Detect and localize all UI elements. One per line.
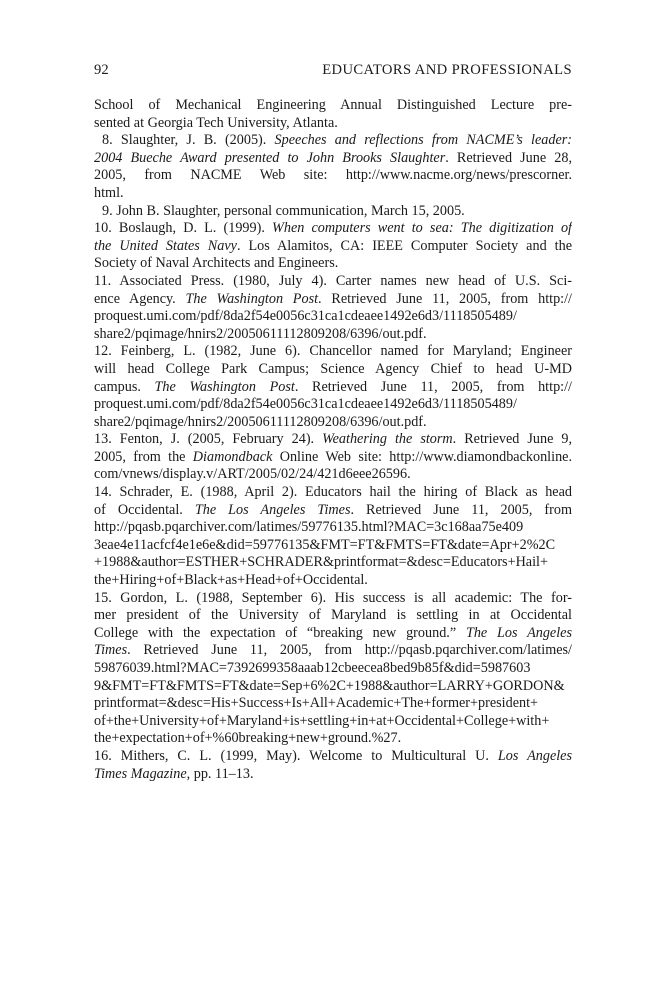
page-header: [94, 62, 572, 82]
italic-segment: The Los Angeles: [465, 624, 572, 641]
text-segment: 3eae4e11acfcf4e1e6e&did=59776135&FMT=FT&FMTS=FT&date=Apr+2%2C: [94, 536, 556, 553]
text-segment: . Retrieved June 9,: [452, 431, 572, 448]
text-line: [94, 97, 572, 115]
text-segment: of+the+University+of+Maryland+is+settling+in+at+Occidental+College+with+: [94, 712, 550, 729]
text-segment: 12. Feinberg, L. (1982, June 6). Chancellor named for Maryland; Engineer: [94, 343, 572, 360]
text-line: [94, 484, 572, 502]
italic-segment: The Washington Post: [185, 290, 319, 307]
text-segment: 14. Schrader, E. (1988, April 2). Educators hail the hiring of Black as head: [94, 484, 572, 501]
page-number: 92: [94, 62, 109, 78]
text-segment: of Occidental.: [94, 501, 195, 518]
text-segment: share2/pqimage/hnirs2/20050611112809208/6396/out.pdf.: [94, 413, 427, 430]
text-segment: share2/pqimage/hnirs2/20050611112809208/6396/out.pdf.: [94, 325, 427, 342]
italic-segment: Diamondback: [192, 448, 273, 465]
text-segment: 2005, from the: [94, 448, 193, 465]
italic-segment: The Washington Post: [154, 378, 295, 395]
text-segment: Online Web site: http://www.diamondbackonline.: [272, 448, 572, 465]
text-segment: will head College Park Campus; Science Agency Chief to head U-MD: [94, 360, 572, 377]
text-line: [94, 466, 572, 484]
text-line: [94, 238, 572, 256]
text-segment: mer president of the University of Maryland is settling in at Occidental: [94, 607, 572, 624]
text-line: [94, 203, 572, 221]
text-segment: , pp. 11–13.: [186, 765, 254, 782]
text-line: [94, 132, 572, 150]
text-segment: campus.: [94, 378, 155, 395]
text-line: [94, 554, 572, 572]
text-segment: +1988&author=ESTHER+SCHRADER&printformat=&desc=Educators+Hail+: [94, 554, 548, 571]
text-line: [94, 695, 572, 713]
text-line: [94, 678, 572, 696]
text-line: [94, 766, 572, 784]
text-line: [94, 115, 572, 133]
text-line: [94, 748, 572, 766]
text-segment: . Retrieved June 11, 2005, from http://: [294, 378, 572, 395]
text-line: [94, 713, 572, 731]
text-segment: the+Hiring+of+Black+as+Head+of+Occidental.: [94, 572, 368, 589]
text-line: [94, 537, 572, 555]
text-segment: proquest.umi.com/pdf/8da2f54e0056c31ca1cdeaee1492e6d3/1118505489/: [94, 396, 517, 413]
text-line: [94, 255, 572, 273]
text-line: [94, 150, 572, 168]
italic-segment: Speeches and reflections from NACME’s leader:: [274, 132, 572, 149]
text-line: [94, 590, 572, 608]
text-segment: ence Agency.: [94, 290, 186, 307]
text-segment: html.: [94, 184, 124, 201]
italic-segment: Los Angeles: [497, 747, 572, 764]
text-line: [94, 414, 572, 432]
italic-segment: the United States Navy: [94, 237, 237, 254]
text-line: [94, 660, 572, 678]
italic-segment: Times: [94, 642, 128, 659]
running-head: EDUCATORS AND PROFESSIONALS: [322, 62, 572, 78]
text-line: [94, 396, 572, 414]
text-line: [94, 361, 572, 379]
text-line: [94, 625, 572, 643]
text-segment: 9. John B. Slaughter, personal communication, March 15, 2005.: [102, 202, 465, 219]
text-line: [94, 326, 572, 344]
text-segment: com/vnews/display.v/ART/2005/02/24/421d6eee26596.: [94, 466, 411, 483]
text-segment: 9&FMT=FT&FMTS=FT&date=Sep+6%2C+1988&author=LARRY+GORDON&: [94, 677, 565, 694]
text-segment: 2005, from NACME Web site: http://www.nacme.org/news/prescorner.: [94, 167, 572, 184]
text-line: [94, 502, 572, 520]
text-line: [94, 431, 572, 449]
text-line: [94, 343, 572, 361]
text-segment: . Los Alamitos, CA: IEEE Computer Society and the: [236, 237, 572, 254]
text-segment: 16. Mithers, C. L. (1999, May). Welcome to Multicultural U.: [94, 747, 498, 764]
text-segment: 13. Fenton, J. (2005, February 24).: [94, 431, 323, 448]
text-segment: . Retrieved June 11, 2005, from http://: [318, 290, 572, 307]
text-line: [94, 449, 572, 467]
italic-segment: Weathering the storm: [322, 431, 453, 448]
text-segment: 15. Gordon, L. (1988, September 6). His success is all academic: The for-: [94, 589, 572, 606]
text-line: [94, 642, 572, 660]
text-line: [94, 291, 572, 309]
text-line: [94, 273, 572, 291]
text-segment: the+expectation+of+%60breaking+new+ground.%27.: [94, 730, 402, 747]
text-segment: Society of Naval Architects and Engineers.: [94, 255, 339, 272]
text-segment: . Retrieved June 11, 2005, from http://pqasb.pqarchiver.com/latimes/: [127, 642, 572, 659]
text-line: [94, 220, 572, 238]
text-line: [94, 730, 572, 748]
text-segment: . Retrieved June 11, 2005, from: [350, 501, 572, 518]
text-line: [94, 308, 572, 326]
text-line: [94, 167, 572, 185]
text-segment: 8. Slaughter, J. B. (2005).: [102, 132, 275, 149]
text-segment: . Retrieved June 28,: [445, 149, 572, 166]
italic-segment: 2004 Bueche Award presented to John Brooks Slaughter: [94, 149, 446, 166]
text-segment: http://pqasb.pqarchiver.com/latimes/59776135.html?MAC=3c168aa75e409: [94, 519, 524, 536]
text-segment: printformat=&desc=His+Success+Is+All+Academic+The+former+president+: [94, 695, 539, 712]
text-line: [94, 185, 572, 203]
italic-segment: Times Magazine: [94, 765, 187, 782]
italic-segment: The Los Angeles Times: [194, 501, 351, 518]
text-line: [94, 572, 572, 590]
references-text: [94, 97, 572, 783]
text-line: [94, 607, 572, 625]
italic-segment: When computers went to sea: The digitization of: [272, 220, 572, 237]
text-segment: proquest.umi.com/pdf/8da2f54e0056c31ca1cdeaee1492e6d3/1118505489/: [94, 308, 517, 325]
text-line: [94, 379, 572, 397]
text-segment: School of Mechanical Engineering Annual Distinguished Lecture pre-: [94, 97, 572, 113]
text-segment: 59876039.html?MAC=7392699358aaab12cbeecea8bed9b85f&did=5987603: [94, 660, 531, 676]
text-segment: sented at Georgia Tech University, Atlanta.: [94, 114, 338, 131]
text-segment: 11. Associated Press. (1980, July 4). Carter names new head of U.S. Sci-: [94, 272, 572, 289]
text-line: [94, 519, 572, 537]
text-segment: College with the expectation of “breaking new ground.”: [94, 624, 466, 641]
text-segment: 10. Boslaugh, D. L. (1999).: [94, 220, 273, 237]
